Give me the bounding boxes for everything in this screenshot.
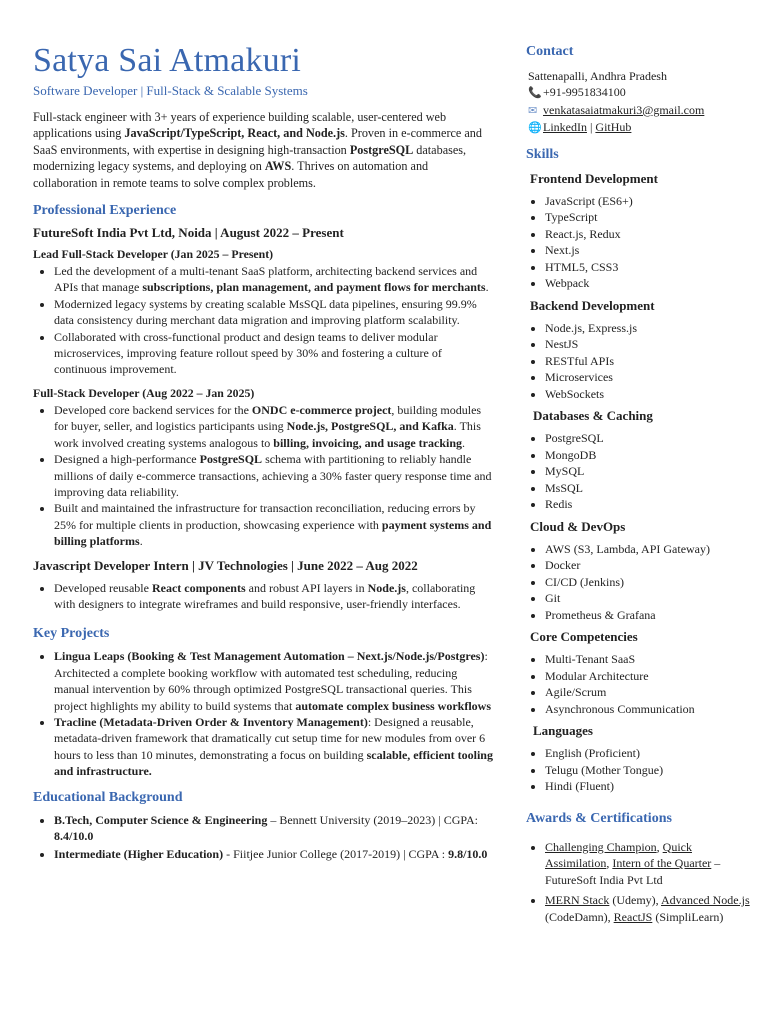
list-item: • Microservices bbox=[545, 369, 756, 386]
award-link[interactable]: Quick Assimilation bbox=[545, 839, 692, 871]
list-item: • Modular Architecture bbox=[545, 668, 756, 685]
github-link[interactable]: GitHub bbox=[595, 120, 632, 135]
frontend-title: Frontend Development bbox=[530, 170, 658, 186]
education-list bbox=[33, 812, 493, 863]
list-item: • B.Tech, Computer Science & Engineering – Bennett University (2019–2023) | CGPA: 8.4/10.0 bbox=[54, 812, 493, 845]
core-list bbox=[526, 651, 756, 717]
db-list bbox=[526, 430, 756, 513]
list-item: • Next.js bbox=[545, 242, 756, 259]
frontend-list bbox=[526, 193, 756, 292]
company-jv: Javascript Developer Intern | JV Technologies | June 2022 – Aug 2022 bbox=[33, 557, 418, 573]
role-lead: Lead Full-Stack Developer (Jan 2025 – Present) bbox=[33, 247, 274, 262]
email-icon: ✉ bbox=[528, 104, 538, 117]
list-item: • Modernized legacy systems by creating scalable MsSQL data pipelines, ensuring 99.9% data consistency during merchant data migration and improving platform scalability. bbox=[54, 296, 493, 329]
education-heading: Educational Background bbox=[33, 789, 183, 805]
list-item: • HTML5, CSS3 bbox=[545, 259, 756, 276]
list-item: • MySQL bbox=[545, 463, 756, 480]
list-item: • React.js, Redux bbox=[545, 226, 756, 243]
db-title: Databases & Caching bbox=[533, 408, 653, 424]
list-item: • Prometheus & Grafana bbox=[545, 607, 756, 624]
globe-icon: 🌐 bbox=[528, 122, 542, 135]
core-title: Core Competencies bbox=[530, 629, 638, 645]
cert-link[interactable]: MERN Stack bbox=[545, 893, 610, 908]
list-item: • WebSockets bbox=[545, 386, 756, 403]
list-item: • Telugu (Mother Tongue) bbox=[545, 762, 756, 779]
role-fullstack: Full-Stack Developer (Aug 2022 – Jan 2025) bbox=[33, 385, 255, 400]
phone-row bbox=[528, 84, 756, 101]
list-item: • MERN Stack (Udemy), Advanced Node.js (CodeDamn), ReactJS (SimpliLearn) bbox=[545, 892, 756, 925]
phone-icon: 📞 bbox=[528, 87, 542, 100]
awards-list bbox=[526, 839, 756, 926]
list-item: • Hindi (Fluent) bbox=[545, 778, 756, 795]
list-item: • Multi-Tenant SaaS bbox=[545, 651, 756, 668]
list-item: • Designed a high-performance PostgreSQL schema with partitioning to reliably handle millions of daily e-commerce transactions, achieving a 30% faster query response time and improving data reliability. bbox=[54, 451, 493, 500]
list-item: • CI/CD (Jenkins) bbox=[545, 574, 756, 591]
list-item: • Intermediate (Higher Education) - Fiitjee Junior College (2017-2019) | CGPA : 9.8/10.0 bbox=[54, 846, 493, 862]
backend-list bbox=[526, 320, 756, 403]
list-item: • PostgreSQL bbox=[545, 430, 756, 447]
contact-heading: Contact bbox=[526, 44, 574, 59]
email-link[interactable]: venkatasaiatmakuri3@gmail.com bbox=[543, 102, 705, 117]
role-fullstack-bullets bbox=[33, 402, 493, 550]
award-link[interactable]: Challenging Champion bbox=[545, 839, 657, 854]
list-item: • English (Proficient) bbox=[545, 745, 756, 762]
list-item: • Built and maintained the infrastructure for transaction reconciliation, reducing errors by 25% for multiple clients in production, showcasing experience with payment systems and billing platforms. bbox=[54, 500, 493, 549]
award-link[interactable]: Intern of the Quarter bbox=[612, 856, 712, 871]
list-item: • RESTful APIs bbox=[545, 353, 756, 370]
location: Sattenapalli, Andhra Pradesh bbox=[528, 69, 667, 83]
skills-heading: Skills bbox=[526, 146, 559, 162]
list-item: • Tracline (Metadata-Driven Order & Inventory Management): Designed a reusable, metadata-driven framework that dramatically cut setup time for new modules from over 6 hours to less than 10 minutes, demonstrating a focus on building scalable, efficient tooling and infrastructure. bbox=[54, 714, 493, 780]
list-item: • Webpack bbox=[545, 275, 756, 292]
list-item: • Docker bbox=[545, 557, 756, 574]
list-item: • Developed reusable React components and robust API layers in Node.js, collaborating with designers to integrate wireframes and build responsive, user-friendly interfaces. bbox=[54, 580, 493, 613]
company-futuresoft: FutureSoft India Pvt Ltd, Noida | August 2022 – Present bbox=[33, 225, 344, 241]
candidate-name: Satya Sai Atmakuri bbox=[33, 42, 302, 79]
list-item: • JavaScript (ES6+) bbox=[545, 193, 756, 210]
list-item: • MongoDB bbox=[545, 447, 756, 464]
role-intern-bullets bbox=[33, 580, 493, 613]
cert-link[interactable]: Advanced Node.js bbox=[661, 893, 750, 908]
list-item: • Asynchronous Communication bbox=[545, 701, 756, 718]
cert-link[interactable]: ReactJS bbox=[613, 909, 653, 924]
summary: Full-stack engineer with 3+ years of experience building scalable, user-centered web applications using JavaScript/TypeScript, React, and Node.js. Proven in e-commerce and SaaS environments, with expertise in designing high-transaction PostgreSQL databases, modernizing legacy systems, and deploying on AWS. Thrives on automation and collaboration in remote teams to solve complex problems. bbox=[33, 110, 482, 190]
list-item: • Led the development of a multi-tenant SaaS platform, architecting backend services and APIs that manage subscriptions, plan management, and payment flows for merchants. bbox=[54, 263, 493, 296]
experience-heading: Professional Experience bbox=[33, 203, 177, 219]
list-item: • Challenging Champion, Quick Assimilation, Intern of the Quarter – FutureSoft India Pvt Ltd bbox=[545, 839, 756, 889]
projects-heading: Key Projects bbox=[33, 626, 110, 642]
phone-number[interactable]: +91-9951834100 bbox=[543, 85, 626, 100]
linkedin-link[interactable]: LinkedIn bbox=[543, 120, 587, 135]
list-item: • TypeScript bbox=[545, 209, 756, 226]
role-lead-bullets bbox=[33, 263, 493, 378]
list-item: • Lingua Leaps (Booking & Test Management Automation – Next.js/Node.js/Postgres): Architected a complete booking workflow with automated test scheduling, reducing manual intervention by 60% through optimized PostgreSQL transactional queries. This project highlights my ability to build systems that automate complex business workflows bbox=[54, 648, 493, 714]
cloud-list bbox=[526, 541, 756, 624]
sidebar-column bbox=[526, 44, 756, 925]
cloud-title: Cloud & DevOps bbox=[530, 518, 626, 534]
languages-list bbox=[526, 745, 756, 795]
list-item: • Git bbox=[545, 590, 756, 607]
backend-title: Backend Development bbox=[530, 297, 655, 313]
list-item: • NestJS bbox=[545, 336, 756, 353]
web-row: 🌐LinkedIn | GitHub bbox=[528, 119, 756, 136]
list-item: • Developed core backend services for the ONDC e-commerce project, building modules for buyer, seller, and logistics participants using Node.js, PostgreSQL, and Kafka. This work involved creating systems analogous to billing, invoicing, and usage tracking. bbox=[54, 402, 493, 451]
awards-heading: Awards & Certifications bbox=[526, 810, 672, 826]
list-item: • AWS (S3, Lambda, API Gateway) bbox=[545, 541, 756, 558]
list-item: • Collaborated with cross-functional product and design teams to deliver modular microservices, improving feature rollout speed by 30% and fostering a culture of continuous improvement. bbox=[54, 329, 493, 378]
list-item: • MsSQL bbox=[545, 480, 756, 497]
list-item: • Agile/Scrum bbox=[545, 684, 756, 701]
tagline: Software Developer | Full-Stack & Scalable Systems bbox=[33, 83, 308, 98]
languages-title: Languages bbox=[533, 723, 593, 739]
list-item: • Redis bbox=[545, 496, 756, 513]
projects-list bbox=[33, 648, 493, 779]
list-item: • Node.js, Express.js bbox=[545, 320, 756, 337]
main-column bbox=[33, 42, 493, 863]
email-row bbox=[528, 102, 756, 119]
